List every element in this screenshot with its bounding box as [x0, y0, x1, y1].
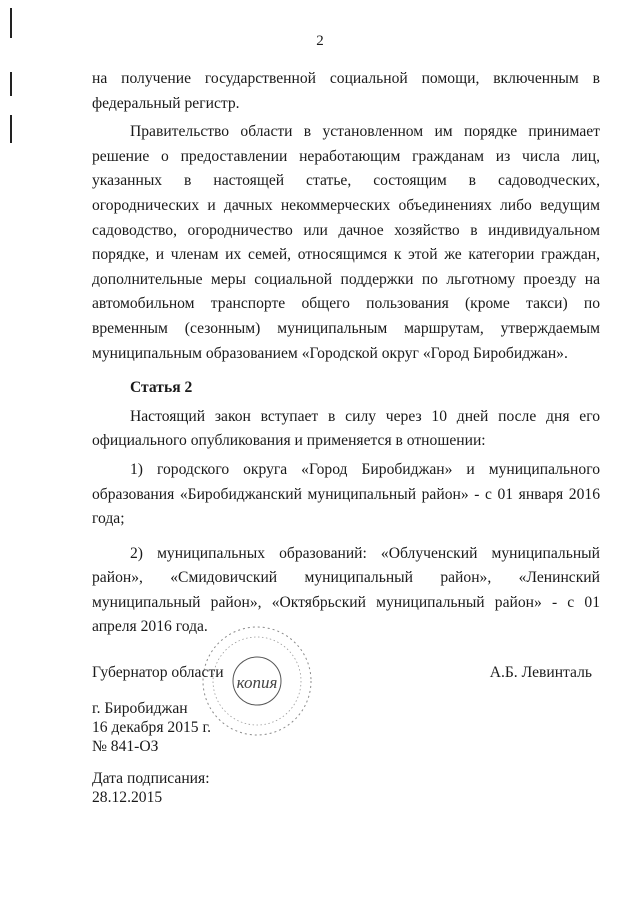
- scan-margin-mark: [10, 72, 12, 96]
- article-heading: Статья 2: [130, 379, 193, 397]
- city: г. Биробиджан: [92, 700, 188, 717]
- paragraph: 1) городского округа «Город Биробиджан» и муниципального образования «Биробиджанский муниципальный район» - с 01 января 2016 года;: [92, 460, 600, 528]
- signing-label: Дата подписания:: [92, 770, 210, 787]
- signatory-name: А.Б. Левинталь: [489, 664, 592, 681]
- signatory-title: Губернатор области: [92, 664, 224, 681]
- stamp-label: копия: [236, 673, 278, 692]
- paragraph: 2) муниципальных образований: «Облученский муниципальный район», «Смидовичский муниципальный район», «Ленинский муниципальный район», «Октябрьский муниципальный район» - с 01 апреля 2016 года.: [92, 544, 600, 636]
- signing-date: 28.12.2015: [92, 789, 163, 806]
- paragraph: Настоящий закон вступает в силу через 10 дней после дня его официального опубликования и применяется в отношении:: [92, 407, 600, 450]
- paragraph: Правительство области в установленном им порядке принимает решение о предоставлении неработающим гражданам из числа лиц, указанных в настоящей статье, состоящим в садоводческих, огороднических и дачных некоммерческих объединениях либо ведущим садоводство, огородничество или дачное хозяйство в индивидуальном порядке, и членам их семей, относящимся к этой же категории граждан, дополнительные меры социальной поддержки по льготному проезду на автомобильном транспорте общего пользования (кроме такси) по временным (сезонным) муниципальным маршрутам, утверждаемым муниципальным образованием «Городской округ «Город Биробиджан».: [92, 123, 600, 362]
- scan-margin-mark: [10, 115, 12, 143]
- law-date: 16 декабря 2015 г.: [92, 719, 212, 736]
- paragraph: на получение государственной социальной помощи, включенным в федеральный регистр.: [92, 70, 600, 112]
- page-number: 2: [316, 33, 324, 49]
- law-number: № 841-ОЗ: [92, 738, 159, 755]
- document-body: [92, 67, 600, 640]
- signing-block: [92, 769, 210, 807]
- place-date-block: [92, 699, 211, 756]
